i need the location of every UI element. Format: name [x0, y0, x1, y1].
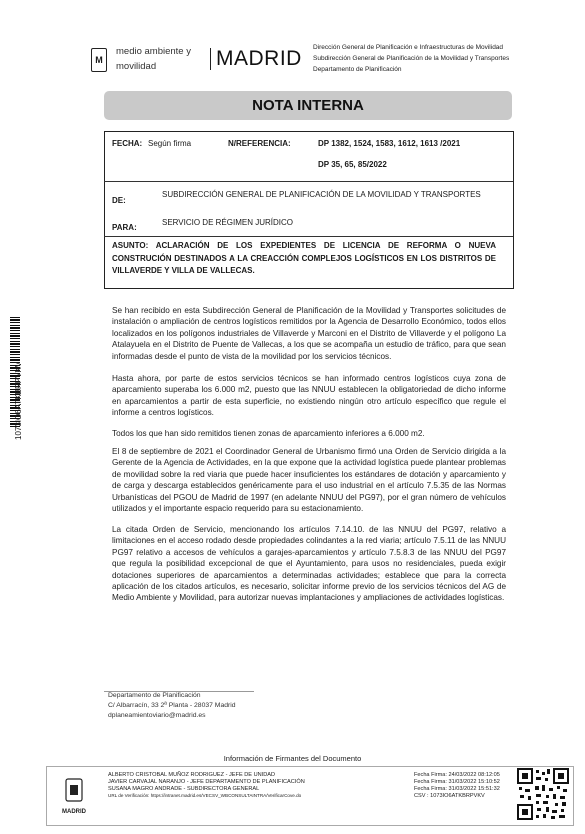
dept-name-line2: movilidad [116, 61, 157, 72]
body-paragraph-3: Todos los que han sido remitidos tienen zonas de aparcamiento inferiores a 6.000 m2. [112, 429, 425, 438]
footer-email[interactable]: dplaneamientoviario@madrid.es [108, 712, 206, 719]
divider [104, 236, 513, 237]
signers-title: Información de Firmantes del Documento [223, 754, 362, 763]
csv-code: CSV : 1073IO6ATKBRPVKV [414, 793, 485, 799]
header-divider [210, 48, 211, 70]
direction-line1: Dirección General de Planificación e Infraestructuras de Movilidad [313, 44, 504, 51]
seal-label: MADRID [62, 809, 86, 815]
fecha-value: Según firma [148, 139, 192, 148]
subject-text: ASUNTO: ACLARACIÓN DE LOS EXPEDIENTES DE LICENCIA DE REFORMA O NUEVA CONSTRUCIÓN DESTINADOS A LA CREACCIÓN COMPLEJOS LOGÍSTICOS EN LOS DISTRITOS DE VILLAVERDE Y VILLA DE VALLECAS. [112, 241, 496, 275]
qr-code-icon [517, 768, 569, 820]
logo-glyph: M [95, 55, 103, 65]
from-value: SUBDIRECCIÓN GENERAL DE PLANIFICACIÓN DE LA MOVILIDAD Y TRANSPORTES [162, 190, 481, 199]
body-paragraph-5: La citada Orden de Servicio, mencionando los artículos 7.14.10. de las NNUU del PG97, relativo a limitaciones en el acceso rodado desde propiedades colindantes a la red viaria; artículo 7.5.11 de las NNUU PG97 relativo a accesos de vehículos a garajes-aparcamientos y artículo 7.5.8.3 de las NNUU del PG97 que regula la posibilidad excepcional de que el Ayuntamiento, para usos no residenciales, pueda exigir dotaciones superiores de aparcamientos a determinadas actividades; establece que para la correcta aplicación de los citados artículos, es necesario, solicitar informe previo de los servicios técnicos del AG de Medio Ambiente y Movilidad, para autorizar nuevas implantaciones y ampliaciones de actividades logísticas. [112, 525, 506, 603]
madrid-seal-icon [57, 776, 91, 816]
dept-name-line1: medio ambiente y [116, 46, 191, 57]
signer-3: SUSANA MAGRO ANDRADE - SUBDIRECTORA GENERAL [108, 786, 260, 792]
direction-line2: Subdirección General de Planificación de la Movilidad y Transportes [313, 55, 510, 62]
from-label: DE: [112, 196, 126, 205]
body-paragraph-1: Se han recibido en esta Subdirección General de Planificación de la Movilidad y Transportes solicitudes de instalación o ampliación de centros logísticos remitidos por la Agencia de Desarrollo Económico, todos ellos localizados en los polígonos industriales de Villaverde y Marconi en el Distrito de Villaverde y el polígono La Atalayuela en el Distrito de Puente de Vallecas, a los que se acompaña un estudio de tráfico, para que sean informadas desde el punto de vista de la movilidad por los servicios técnicos. [112, 306, 506, 361]
signer-1: ALBERTO CRISTOBAL MUÑOZ RODRIGUEZ - JEFE DE UNIDAD [108, 772, 276, 778]
side-csv-code: 1073IO6ATKBRPVKV [14, 361, 23, 440]
verification-url[interactable]: URL de Verificación: https://intranet.madrid.es/VECSV_WBCONSULTAINTRA/VerificarCove.do [108, 793, 302, 798]
signer-2: JAVIER CARVAJAL NARANJO - JEFE DEPARTAMENTO DE PLANIFICACIÓN [108, 779, 305, 785]
city-wordmark: MADRID [216, 47, 302, 70]
sign-date-1: Fecha Firma: 24/03/2022 08:12:05 [414, 772, 500, 778]
body-paragraph-4: El 8 de septiembre de 2021 el Coordinador General de Urbanismo firmó una Orden de Servicio dirigida a la Gerente de la Agencia de Actividades, en la que expone que la actividad logística puede plantear problemas de movilidad sobre la red viaria que puede hacer insuficientes los estándares de dotación y aparcamiento y de carga y descarga establecidos genéricamente para el uso industrial en el artículo 7.5.35 de las Normas Urbanísticas del PGOU de Madrid de 1997 (en adelante NNUU del PG97), por el gran número de vehículos utilizados y el importante espacio requerido para su estacionamiento. [112, 447, 506, 514]
divider [104, 181, 513, 182]
sign-date-2: Fecha Firma: 31/03/2022 15:10:52 [414, 779, 500, 785]
sign-date-3: Fecha Firma: 31/03/2022 15:51:32 [414, 786, 500, 792]
footer-address: C/ Albarracín, 33 2ª Planta - 28037 Madrid [108, 702, 236, 709]
footer-department: Departamento de Planificación [108, 692, 201, 699]
direction-line3: Departamento de Planificación [313, 66, 402, 73]
fecha-label: FECHA: [112, 139, 143, 148]
reference-line1: DP 1382, 1524, 1583, 1612, 1613 /2021 [318, 139, 461, 148]
to-label: PARA: [112, 223, 137, 232]
body-paragraph-2: Hasta ahora, por parte de estos servicios técnicos se han informado centros logísticos cuya zona de aparcamiento superaba los 6.000 m2, puesto que las NNUU establecen la obligatoriedad de dicho informe en aparcamientos a partir de esta superficie, no existiendo ningún otro artículo específico que regule el informe a centros logísticos. [112, 374, 506, 418]
to-value: SERVICIO DE RÉGIMEN JURÍDICO [162, 218, 293, 227]
reference-line2: DP 35, 65, 85/2022 [318, 160, 387, 169]
document-title: NOTA INTERNA [104, 91, 512, 120]
reference-label: N/REFERENCIA: [228, 139, 291, 148]
madrid-logo-icon [91, 48, 107, 72]
